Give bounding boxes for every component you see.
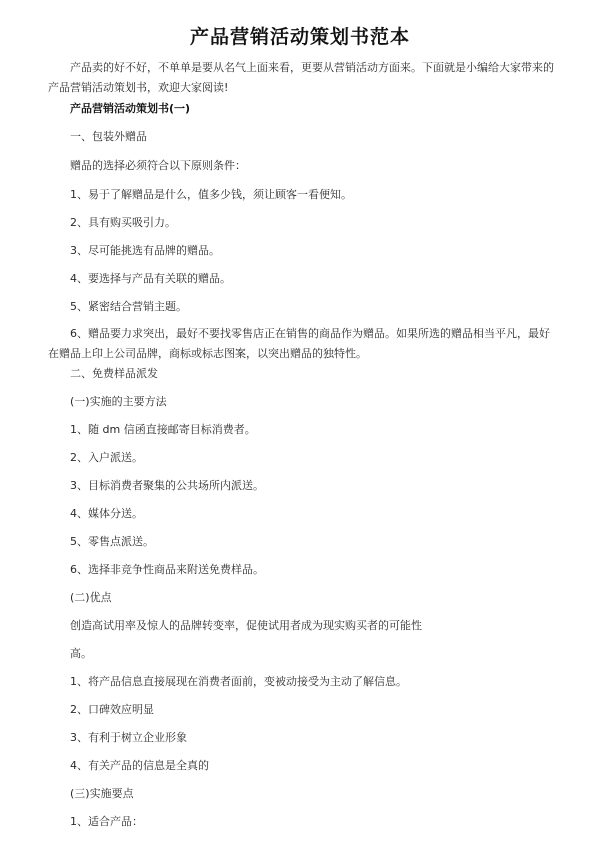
paragraph-5: 3、尽可能挑选有品牌的赠品。 bbox=[70, 244, 220, 257]
paragraph-16: 6、选择非竞争性商品来附送免费样品。 bbox=[70, 563, 264, 576]
paragraph-9: 二、免费样品派发 bbox=[70, 367, 158, 380]
paragraph-15: 5、零售点派送。 bbox=[70, 535, 154, 548]
paragraph-23: 4、有关产品的信息是全真的 bbox=[70, 759, 209, 772]
section-heading: 产品营销活动策划书(一) bbox=[70, 102, 191, 115]
paragraph-18: 创造高试用率及惊人的品牌转变率，促使试用者成为现实购买者的可能性 bbox=[70, 619, 422, 632]
intro-paragraph: 产品卖的好不好，不单单是要从名气上面来看，更要从营销活动方面来。下面就是小编给大家带来的产品营销活动策划书，欢迎大家阅读! bbox=[48, 61, 554, 94]
paragraph-22: 3、有利于树立企业形象 bbox=[70, 731, 187, 744]
paragraph-4: 2、具有购买吸引力。 bbox=[70, 216, 176, 229]
paragraph-12: 2、入户派送。 bbox=[70, 451, 143, 464]
paragraph-6: 4、要选择与产品有关联的赠品。 bbox=[70, 272, 231, 285]
document-title: 产品营销活动策划书范本 bbox=[189, 26, 410, 48]
paragraph-8: 6、赠品要力求突出，最好不要找零售店正在销售的商品作为赠品。如果所选的赠品相当平凡，最好在赠品上印上公司品牌，商标或标志图案，以突出赠品的独特性。 bbox=[48, 327, 550, 360]
paragraph-14: 4、媒体分送。 bbox=[70, 507, 143, 520]
paragraph-17: (二)优点 bbox=[70, 591, 112, 604]
paragraph-13: 3、目标消费者聚集的公共场所内派送。 bbox=[70, 479, 264, 492]
paragraph-24: (三)实施要点 bbox=[70, 787, 134, 800]
paragraph-25: 1、适合产品： bbox=[70, 815, 143, 828]
paragraph-7: 5、紧密结合营销主题。 bbox=[70, 300, 187, 313]
paragraph-20: 1、将产品信息直接展现在消费者面前，变被动接受为主动了解信息。 bbox=[70, 675, 407, 688]
paragraph-11: 1、随 dm 信函直接邮寄目标消费者。 bbox=[70, 423, 256, 436]
paragraph-1: 一、包装外赠品 bbox=[70, 130, 147, 143]
paragraph-10: (一)实施的主要方法 bbox=[70, 395, 167, 408]
paragraph-2: 赠品的选择必须符合以下原则条件： bbox=[70, 159, 246, 172]
paragraph-19: 高。 bbox=[70, 647, 92, 660]
paragraph-3: 1、易于了解赠品是什么，值多少钱，须让顾客一看便知。 bbox=[70, 188, 352, 201]
paragraph-21: 2、口碑效应明显 bbox=[70, 703, 154, 716]
